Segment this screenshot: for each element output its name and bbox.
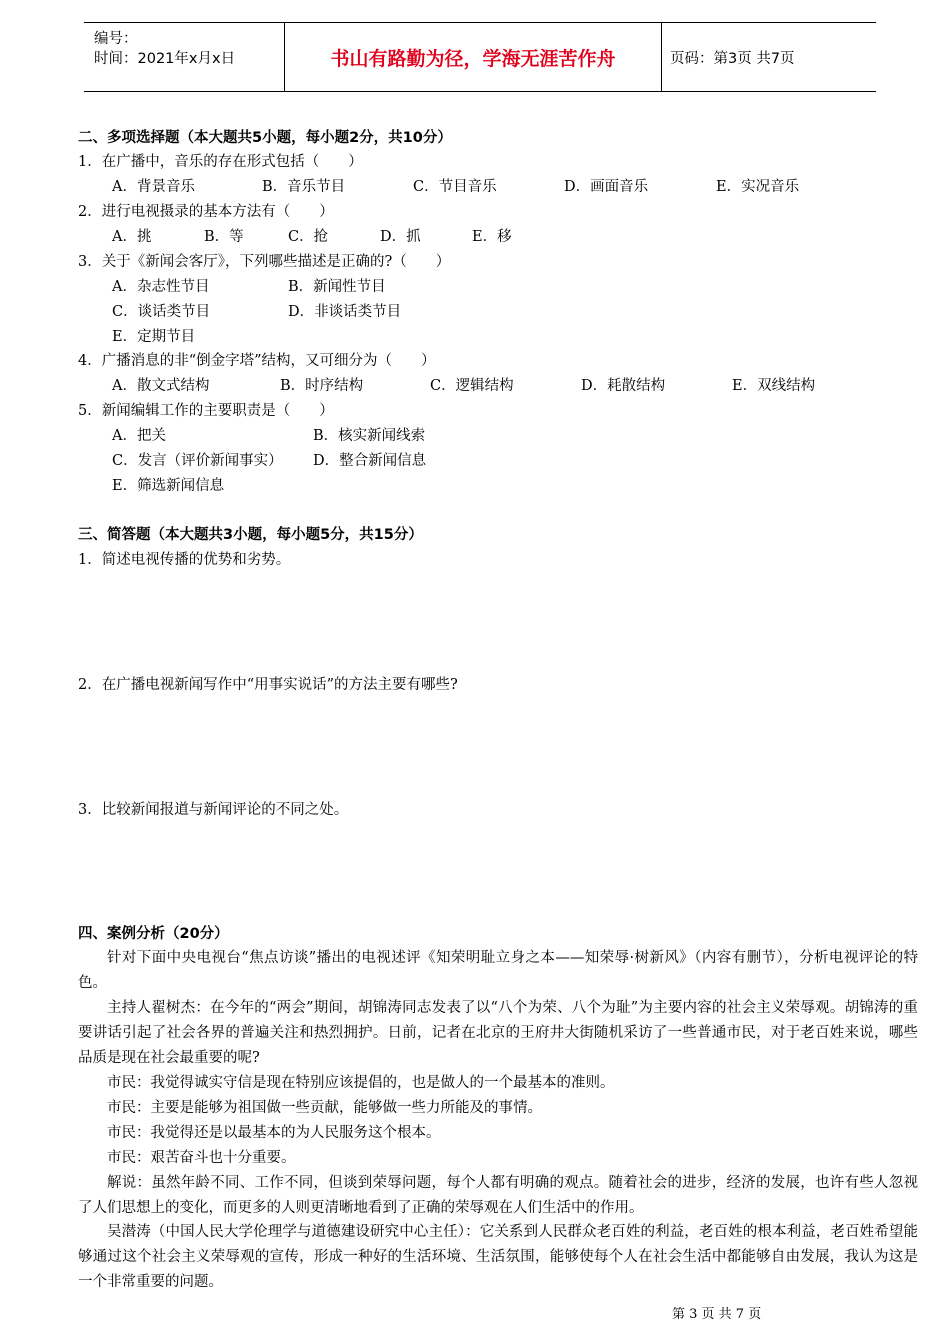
s2-q5-option: B．核实新闻线索 [313, 428, 426, 444]
s2-q1-option: C．节目音乐 [413, 179, 497, 195]
case-paragraph: 解说：虽然年龄不同、工作不同，但谈到荣辱问题，每个人都有明确的观点。随着社会的进步，经济的发展，也许有些人忽视了人们思想上的变化，而更多的人则更清晰地看到了正确的荣辱观在人们生活中的作用。 [78, 1175, 918, 1216]
section-3-title: 三、简答题（本大题共3小题，每小题5分，共15分） [78, 527, 423, 543]
case-paragraph: 市民：主要是能够为祖国做一些贡献，能够做一些力所能及的事情。 [107, 1100, 542, 1116]
s2-q3-option: E．定期节目 [112, 329, 196, 345]
s2-q2-option: B．等 [204, 229, 244, 245]
serial-label: 编号： [94, 31, 138, 47]
header-left-cell [84, 23, 284, 91]
s3-question-1: 1．简述电视传播的优势和劣势。 [78, 552, 291, 568]
s2-question-1: 1．在广播中，音乐的存在形式包括（ ） [78, 154, 363, 170]
s2-q2-option: D．抓 [380, 229, 421, 245]
s2-q2-option: E．移 [472, 229, 512, 245]
s2-q3-option: C．谈话类节目 [112, 304, 211, 320]
case-paragraph: 市民：我觉得诚实守信是现在特别应该提倡的，也是做人的一个最基本的准则。 [107, 1075, 615, 1091]
s2-q1-option: A．背景音乐 [112, 179, 195, 195]
case-intro-paragraph: 针对下面中央电视台“焦点访谈”播出的电视述评《知荣明耻立身之本——知荣辱·树新风》（内容有删节），分析电视评论的特色。 [78, 950, 918, 991]
s2-q3-option: B．新闻性节目 [288, 279, 386, 295]
case-paragraph: 主持人翟树杰：在今年的“两会”期间，胡锦涛同志发表了以“八个为荣、八个为耻”为主要内容的社会主义荣辱观。胡锦涛的重要讲话引起了社会各界的普遍关注和热烈拥护。日前，记者在北京的王府井大街随机采访了一些普通市民，对于老百姓来说，哪些品质是现在社会最重要的呢? [78, 1000, 918, 1066]
page-footer: 第 3 页 共 7 页 [672, 1307, 762, 1322]
s2-q4-option: C．逻辑结构 [430, 378, 514, 394]
s2-q4-option: D．耗散结构 [581, 378, 666, 394]
s2-q5-option: A．把关 [112, 428, 166, 444]
s2-q2-option: A．挑 [112, 229, 152, 245]
case-paragraph: 市民：我觉得还是以最基本的为人民服务这个根本。 [107, 1125, 441, 1141]
s2-q1-option: B．音乐节目 [262, 179, 346, 195]
s2-q1-option: E．实况音乐 [716, 179, 800, 195]
case-paragraph: 吴潜涛（中国人民大学伦理学与道德建设研究中心主任）：它关系到人民群众老百姓的利益，老百姓的根本利益，老百姓希望能够通过这个社会主义荣辱观的宣传，形成一种好的生活环境、生活氛围，能够使每个人在社会生活中都能够自由发展，我认为这是一个非常重要的问题。 [78, 1224, 918, 1290]
s2-question-4: 4．广播消息的非“倒金字塔”结构，又可细分为（ ） [78, 353, 436, 369]
page-header [84, 22, 876, 92]
motto: 书山有路勤为径，学海无涯苦作舟 [284, 23, 662, 91]
section-2-title: 二、多项选择题（本大题共5小题，每小题2分，共10分） [78, 130, 452, 146]
page-label: 页码：第3页 共7页 [670, 50, 795, 67]
s2-question-2: 2．进行电视摄录的基本方法有（ ） [78, 204, 334, 220]
s2-q4-option: A．散文式结构 [112, 378, 210, 394]
s3-question-3: 3．比较新闻报道与新闻评论的不同之处。 [78, 802, 349, 818]
s2-q5-option: C．发言（评价新闻事实） [112, 453, 283, 469]
s2-question-3: 3．关于《新闻会客厅》，下列哪些描述是正确的?（ ） [78, 254, 451, 270]
s2-q3-option: D．非谈话类节目 [288, 304, 402, 320]
s2-q1-option: D．画面音乐 [564, 179, 649, 195]
s2-q5-option: D．整合新闻信息 [313, 453, 427, 469]
s2-q2-option: C．抢 [288, 229, 329, 245]
section-4-title: 四、案例分析（20分） [78, 926, 229, 942]
s3-question-2: 2．在广播电视新闻写作中“用事实说话”的方法主要有哪些? [78, 677, 458, 693]
s2-question-5: 5．新闻编辑工作的主要职责是（ ） [78, 403, 334, 419]
s2-q4-option: E．双线结构 [732, 378, 816, 394]
case-paragraph: 市民：艰苦奋斗也十分重要。 [107, 1150, 296, 1166]
s2-q4-option: B．时序结构 [280, 378, 364, 394]
s2-q3-option: A．杂志性节目 [112, 279, 210, 295]
time-label: 时间：2021年x月x日 [94, 51, 236, 67]
s2-q5-option: E．筛选新闻信息 [112, 478, 225, 494]
